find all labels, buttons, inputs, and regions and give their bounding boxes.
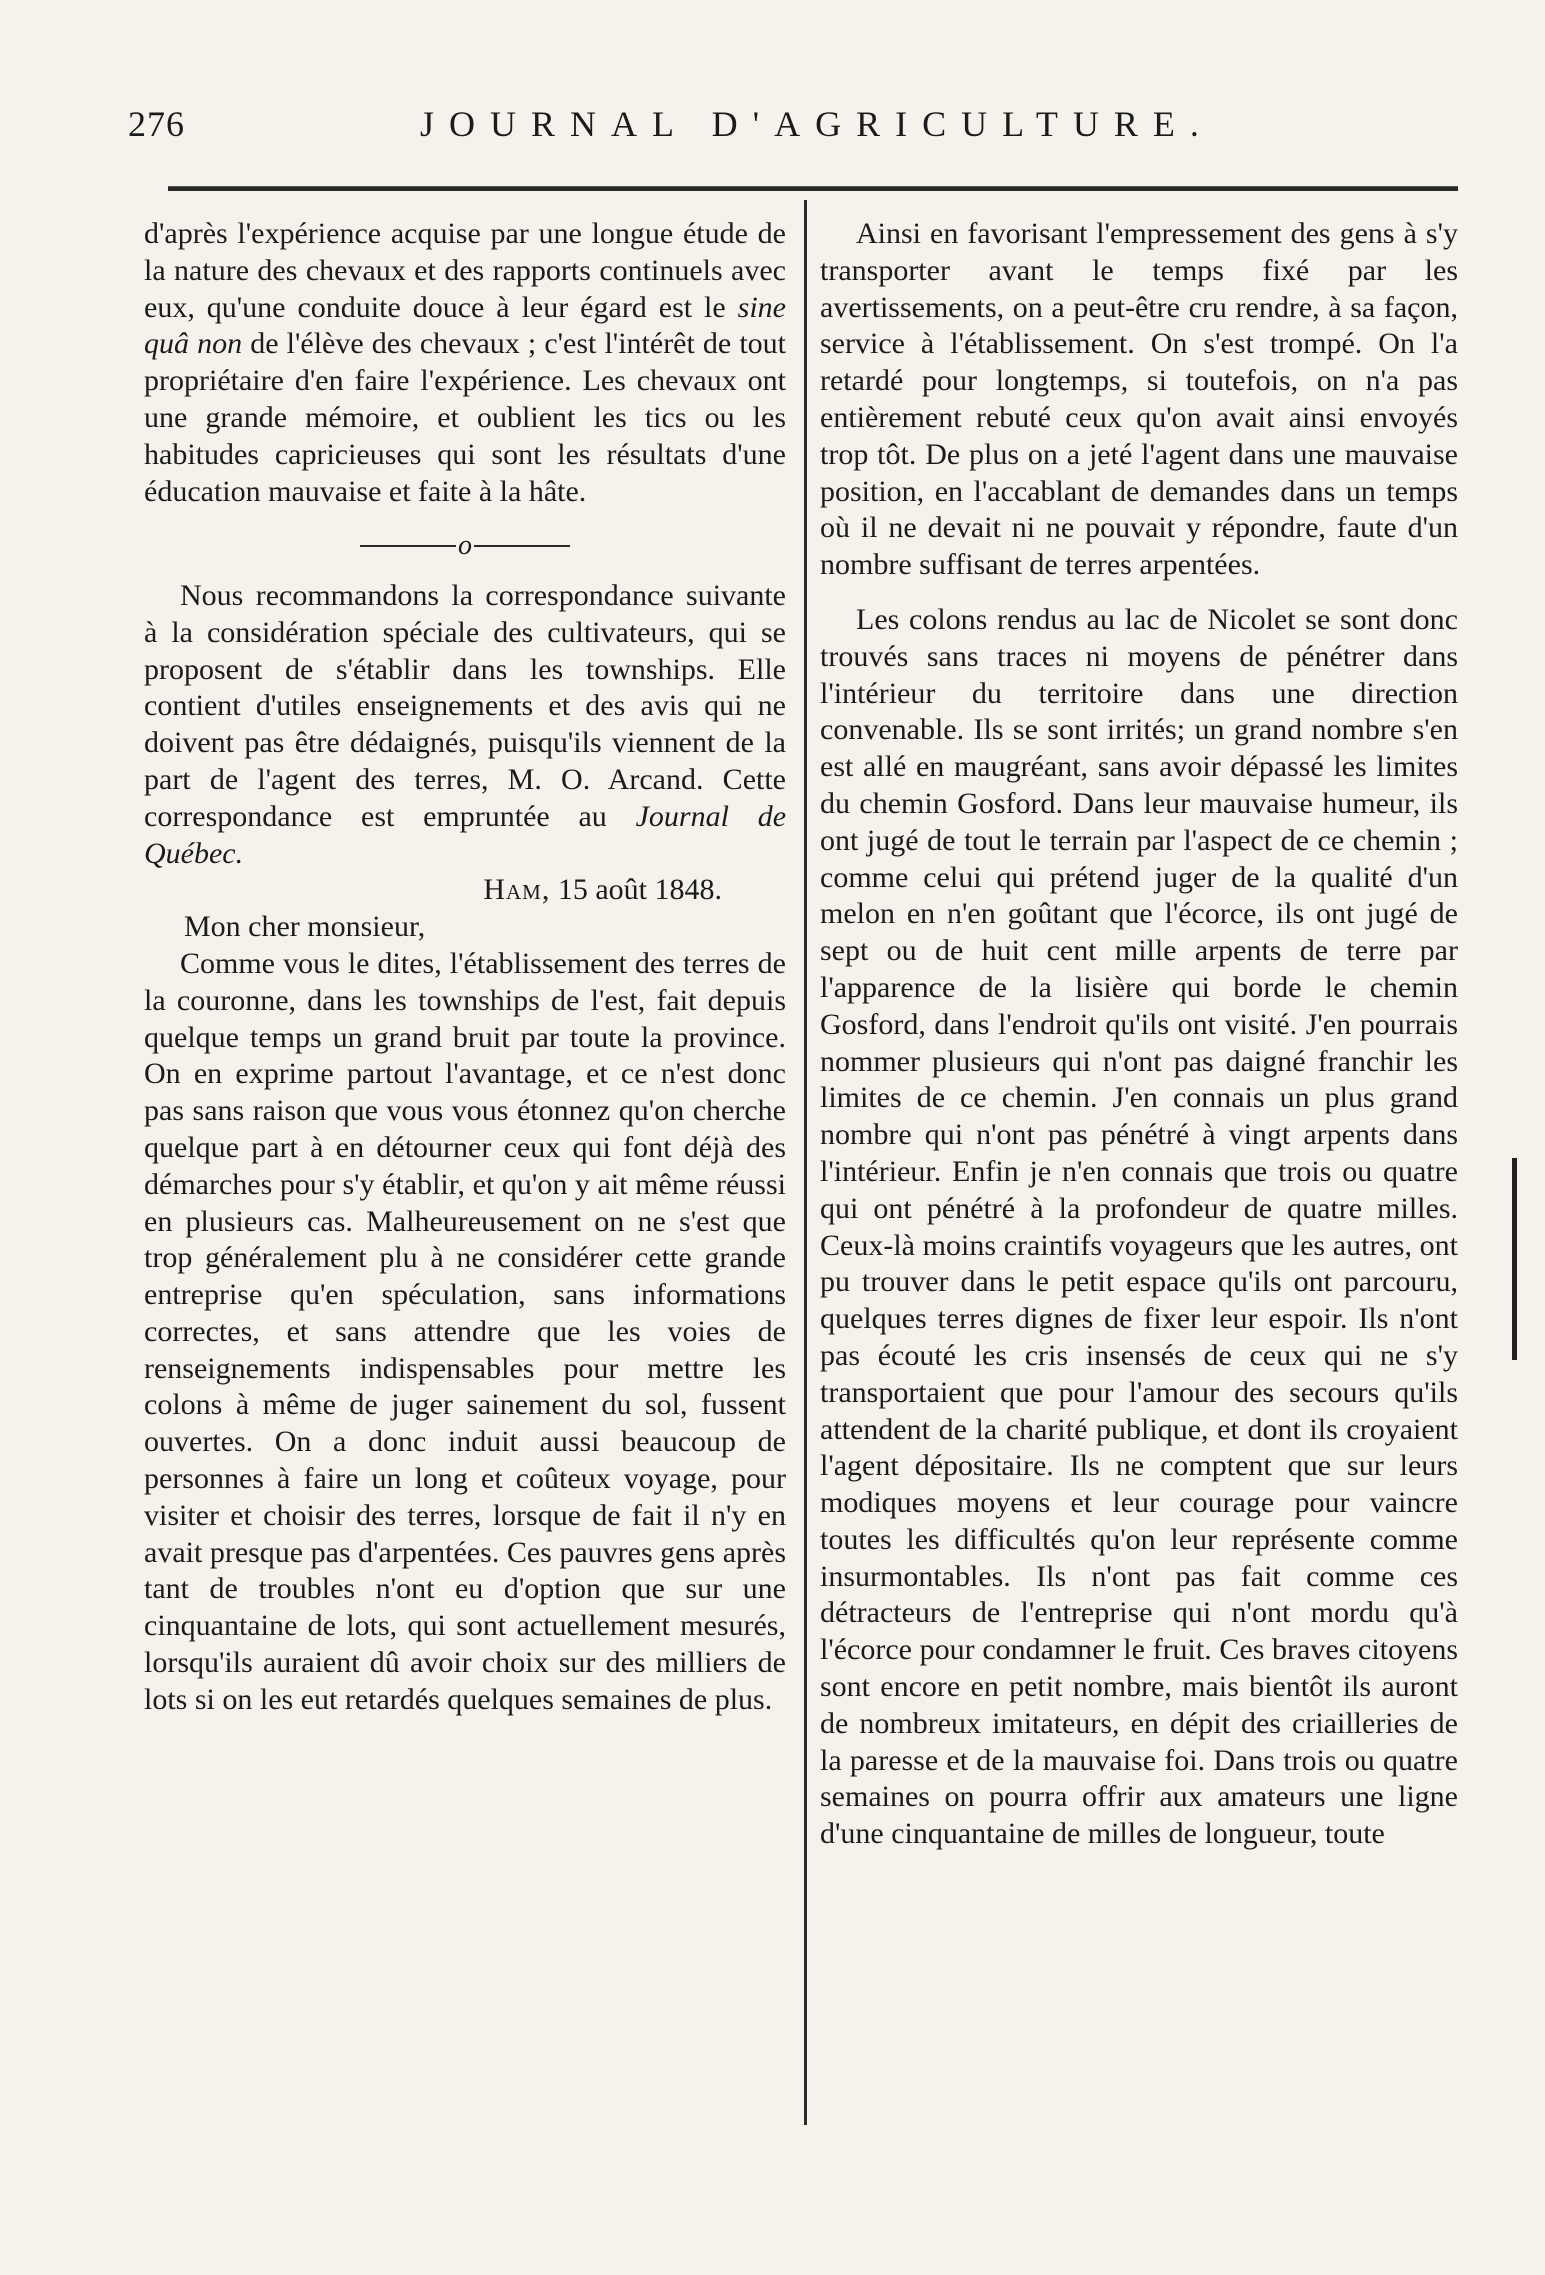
margin-mark bbox=[1512, 1158, 1517, 1360]
letter-paragraph: Les colons rendus au lac de Nicolet se sont donc trouvés sans traces ni moyens de pénétrer dans l'intérieur du territoire dans une direction convenable. Ils se sont irrités; un grand nombre s'en est allé en maugréant, sans avoir dépassé les limites du chemin Gosford. Dans leur mauvaise humeur, ils ont jugé de tout le terrain par l'aspect de ce chemin ; comme celui qui prétend juger de la qualité d'un melon en n'en goûtant que l'écorce, ils ont jugé de sept ou de huit cent mille arpents de terre par l'apparence de la lisière qui borde le chemin Gosford, dans l'endroit qu'ils ont visité. J'en pourrais nommer plusieurs qui n'ont pas daigné franchir les limites de ce chemin. J'en connais un plus grand nombre qui n'ont pas pénétré à vingt arpents dans l'intérieur. Enfin je n'en connais que trois ou quatre qui ont pénétré à la profondeur de quatre milles. Ceux-là moins craintifs voyageurs que les autres, ont pu trouver dans le petit espace qu'ils ont parcouru, quelques terres dignes de fixer leur espoir. Ils n'ont pas écouté les cris insensés de ceux qui ne s'y transportaient que pour l'amour des secours qu'ils attendent de la charité publique, et dont ils croyaient l'agent dépositaire. Ils ne comptent que sur leurs modiques moyens et leur courage pour vaincre toutes les difficultés qu'on leur représente comme insurmontables. Ils n'ont pas fait comme ces détracteurs de l'entreprise qui n'ont mordu qu'à l'écorce pour condamner le fruit. Ces braves citoyens sont encore en petit nombre, mais bientôt ils auront de nombreux imitateurs, en dépit des criailleries de la paresse et de la mauvaise foi. Dans trois ou quatre semaines on pourra offrir aux amateurs une ligne d'une cinquantaine de milles de longueur, toute bbox=[820, 602, 1458, 1851]
letter-salutation: Mon cher monsieur, bbox=[184, 910, 426, 944]
paragraph-text: de l'élève des chevaux ; c'est l'intérêt de tout propriétaire d'en faire l'expérience. Les chevaux ont une grande mémoire, et oublient les tics ou les habitudes capricieuses qui sont les résultats d'une éducation mauvaise et faite à la hâte. bbox=[144, 327, 787, 508]
page-number: 276 bbox=[128, 104, 185, 144]
letter-paragraph: Ainsi en favorisant l'empressement des gens à s'y transporter avant le temps fixé par les avertissements, on a peut-être cru rendre, à sa façon, service à l'établissement. On s'est trompé. On l'a retardé pour longtemps, si toutefois, on n'a pas entièrement rebuté ceux qu'on avait ainsi envoyés trop tôt. De plus on a jeté l'agent dans une mauvaise position, en l'accablant de demandes dans un temps où il ne devait ni ne pouvait y répondre, faute d'un nombre suffisant de terres arpentées. bbox=[820, 217, 1458, 582]
letter-dateline bbox=[144, 872, 786, 909]
paragraph-text: d'après l'expérience acquise par une longue étude de la nature des chevaux et des rapports continuels avec eux, qu'une conduite douce à leur égard est le bbox=[144, 217, 786, 324]
separator-mark: o bbox=[458, 529, 472, 561]
right-column bbox=[820, 216, 1458, 1853]
column-divider bbox=[804, 200, 807, 2125]
dateline-date: 15 août 1848. bbox=[557, 873, 722, 907]
dateline-place: Ham, bbox=[483, 873, 551, 907]
editorial-intro bbox=[144, 578, 786, 872]
article-end-paragraph bbox=[144, 216, 786, 510]
letter-paragraph: Comme vous le dites, l'établissement des terres de la couronne, dans les townships de l'est, fait depuis quelque temps un grand bruit par toute la province. On en exprime partout l'avantage, et ce n'est donc pas sans raison que vous vous étonnez qu'on cherche quelque part à en détourner ceux qui font déjà des démarches pour s'y établir, et qu'on y ait même réussi en plusieurs cas. Malheureusement on ne s'est que trop généralement plu à ne considérer cette grande entreprise qu'en spéculation, sans informations correctes, et sans attendre que les voies de renseignements indispensables pour mettre les colons à même de juger sainement du sol, fussent ouvertes. On a donc induit aussi beaucoup de personnes à faire un long et coûteux voyage, pour visiter et choisir des terres, lorsque de fait il n'y en avait presque pas d'arpentées. Ces pauvres gens après tant de troubles n'ont eu d'option que sur une cinquantaine de lots, qui sont actuellement mesurés, lorsqu'ils auraient dû avoir choix sur des milliers de lots si on les eut retardés quelques semaines de plus. bbox=[144, 946, 786, 1716]
paragraph-text: Nous recommandons la correspondance suivante à la considération spéciale des cultivateurs, qui se proposent de s'établir dans les townships. Elle contient d'utiles enseignements et des avis qui ne doivent pas être dédaignés, puisqu'ils viennent de la part de l'agent des terres, M. O. Arcand. Cette correspondance est empruntée au bbox=[144, 578, 786, 833]
latin-phrase: sine quâ non bbox=[144, 290, 786, 361]
running-title: JOURNAL D'AGRICULTURE. bbox=[420, 104, 1214, 144]
separator-line bbox=[360, 545, 456, 547]
separator-line bbox=[474, 545, 570, 547]
header-rule bbox=[168, 186, 1458, 191]
section-separator bbox=[144, 528, 786, 562]
source-title: Journal de Québec. bbox=[144, 799, 787, 870]
left-column bbox=[144, 216, 786, 1719]
